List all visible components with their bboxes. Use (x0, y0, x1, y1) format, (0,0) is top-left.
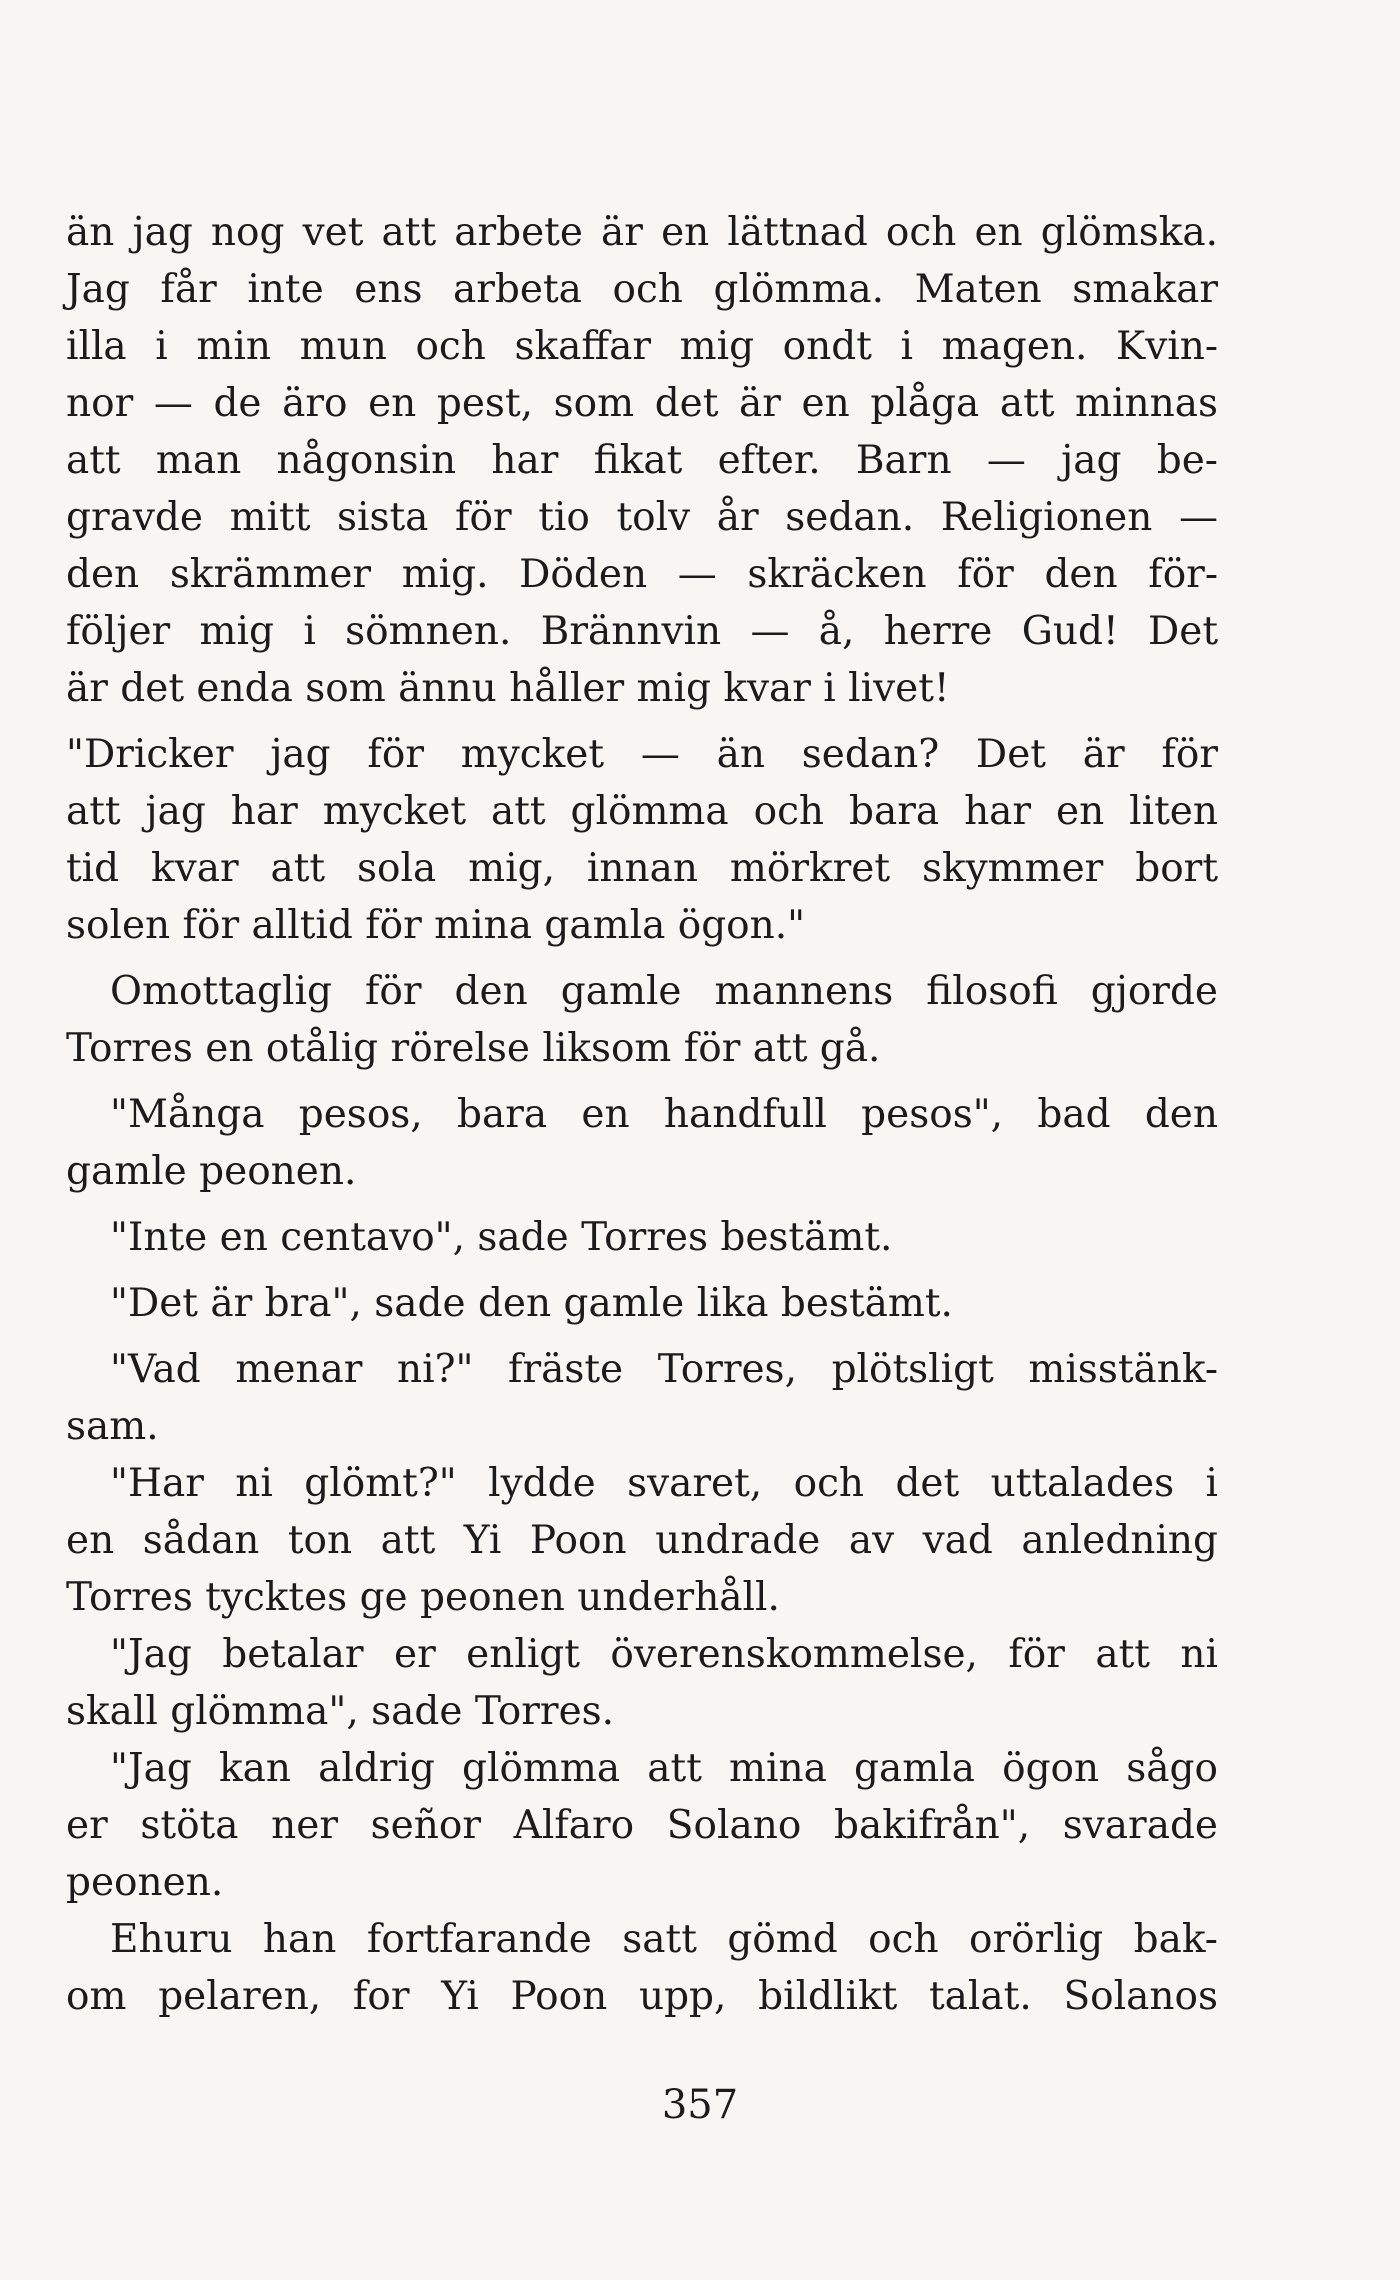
text-line: än jag nog vet att arbete är en lättnad och en glömska. (66, 210, 1218, 255)
paragraph-gap (66, 954, 1218, 963)
text-line: "Dricker jag för mycket — än sedan? Det är för (66, 732, 1218, 777)
text-line: illa i min mun och skaffar mig ondt i magen. Kvin- (66, 324, 1218, 369)
paragraph-gap (66, 1332, 1218, 1341)
paragraph-gap (66, 1200, 1218, 1209)
text-line: "Vad menar ni?" fräste Torres, plötsligt misstänk- (110, 1347, 1218, 1392)
page-number: 357 (661, 2082, 739, 2128)
text-line: att man någonsin har fikat efter. Barn — jag be- (66, 438, 1218, 483)
body-text (66, 204, 1218, 2025)
text-line: tid kvar att sola mig, innan mörkret skymmer bort (66, 846, 1218, 891)
text-line: är det enda som ännu håller mig kvar i livet! (66, 666, 950, 711)
text-line: en sådan ton att Yi Poon undrade av vad anledning (66, 1518, 1218, 1563)
text-line: Torres en otålig rörelse liksom för att gå. (66, 1026, 881, 1071)
text-line: peonen. (66, 1860, 224, 1905)
text-line: solen för alltid för mina gamla ögon." (66, 903, 806, 948)
text-line: "Många pesos, bara en handfull pesos", bad den (110, 1092, 1218, 1137)
text-line: "Har ni glömt?" lydde svaret, och det uttalades i (110, 1461, 1218, 1506)
paragraph-gap (66, 1266, 1218, 1275)
text-line: följer mig i sömnen. Brännvin — å, herre Gud! Det (66, 609, 1218, 654)
text-line: "Jag kan aldrig glömma att mina gamla ögon sågo (110, 1746, 1218, 1791)
text-line: sam. (66, 1404, 159, 1449)
text-line: gamle peonen. (66, 1149, 357, 1194)
text-line: "Det är bra", sade den gamle lika bestämt. (110, 1281, 953, 1326)
text-line: skall glömma", sade Torres. (66, 1689, 615, 1734)
text-line: nor — de äro en pest, som det är en plåga att minnas (66, 381, 1218, 426)
paragraph-gap (66, 717, 1218, 726)
text-line: Jag får inte ens arbeta och glömma. Maten smakar (66, 267, 1218, 312)
paragraph-gap (66, 1077, 1218, 1086)
text-line: Torres tycktes ge peonen underhåll. (66, 1575, 780, 1620)
text-line: er stöta ner señor Alfaro Solano bakifrån", svarade (66, 1803, 1218, 1848)
text-line: Ehuru han fortfarande satt gömd och orörlig bak- (110, 1917, 1218, 1962)
text-line: att jag har mycket att glömma och bara har en liten (66, 789, 1218, 834)
text-line: den skrämmer mig. Döden — skräcken för den för- (66, 552, 1218, 597)
text-line: om pelaren, for Yi Poon upp, bildlikt talat. Solanos (66, 1974, 1218, 2019)
text-line: "Inte en centavo", sade Torres bestämt. (110, 1215, 893, 1260)
text-line: Omottaglig för den gamle mannens filosofi gjorde (110, 969, 1218, 1014)
text-line: "Jag betalar er enligt överenskommelse, för att ni (110, 1632, 1218, 1677)
text-line: gravde mitt sista för tio tolv år sedan. Religionen — (66, 495, 1218, 540)
